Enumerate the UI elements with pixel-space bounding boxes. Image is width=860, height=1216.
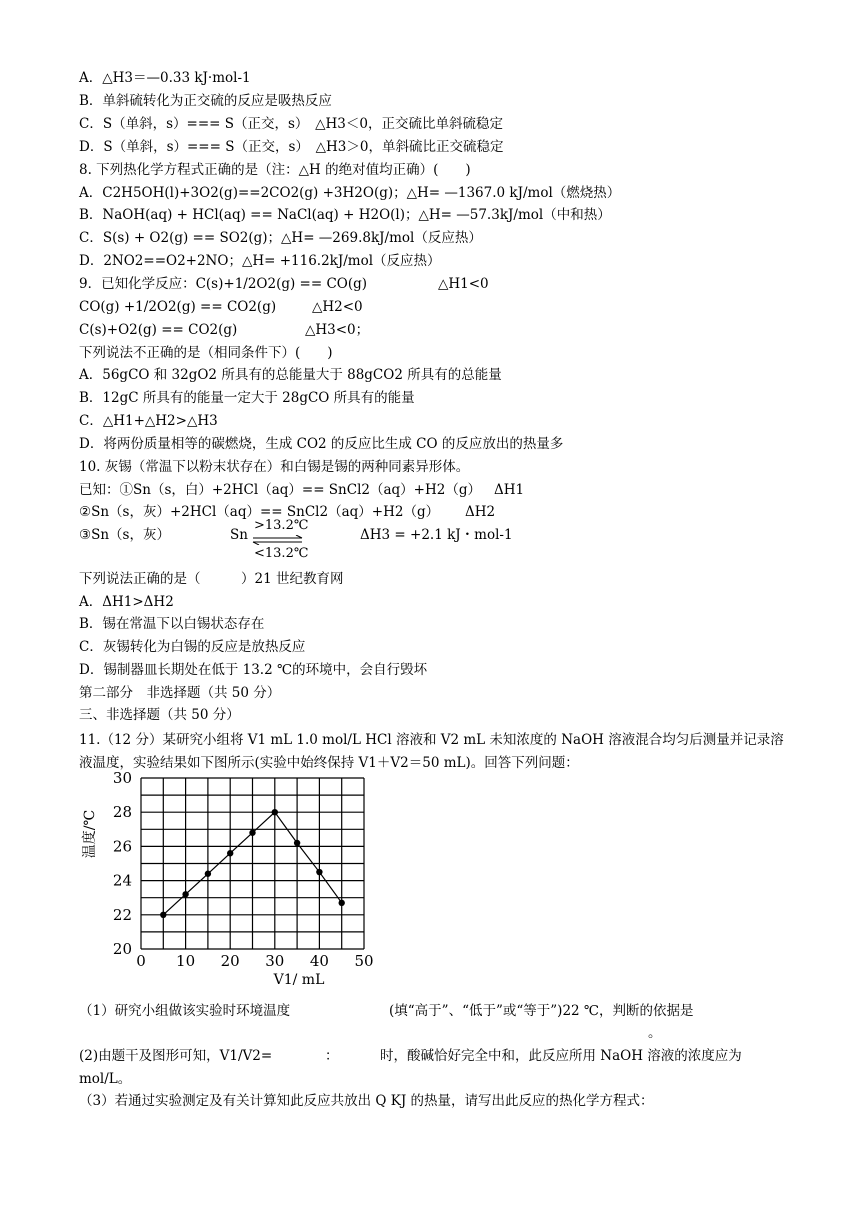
q7-option-d: D．S（单斜，s）=== S（正交，s） △H3＞0，单斜硫比正交硫稳定 <box>79 139 504 155</box>
y-tick-label: 20 <box>112 940 132 958</box>
q10-option-b: B．锡在常温下以白锡状态存在 <box>79 616 265 632</box>
q8-option-b: B．NaOH(aq) + HCl(aq) == NaCl(aq) + H2O(l)；△H= —57.3kJ/mol（中和热） <box>79 207 611 223</box>
data-point <box>205 871 211 877</box>
x-tick-label: 30 <box>265 952 285 970</box>
q11-part2: (2)由题干及图形可知，V1/V2= <box>79 1048 273 1064</box>
q7-option-a: A．△H3＝—0.33 kJ·mol-1 <box>79 70 251 86</box>
q10-stem: 10. 灰锡（常温下以粉末状存在）和白锡是锡的两种同素异形体。 <box>79 459 470 475</box>
q11-stem: 11.（12 分）某研究小组将 V1 mL 1.0 mol/L HCl 溶液和 V2 mL 未知浓度的 NaOH 溶液混合均匀后测量并记录溶液温度，实验结果如下图所示(实验中始终保持 V1＋V2＝50 mL)。回答下列问题： <box>79 732 784 771</box>
section-three-heading: 三、非选择题（共 50 分） <box>79 707 240 723</box>
data-point <box>294 840 300 846</box>
y-tick-label: 22 <box>112 905 132 924</box>
q10-option-d: D．锡制器皿长期处在低于 13.2 ℃的环境中，会自行毁坏 <box>79 662 428 678</box>
q10-condition-below: <13.2℃ <box>254 546 309 561</box>
q10-dh1: ΔH1 <box>494 482 525 498</box>
q10-condition-above: >13.2℃ <box>254 518 309 533</box>
data-point <box>182 891 188 897</box>
q11-part2-colon: ： <box>325 1048 339 1064</box>
x-tick-label: 40 <box>309 952 329 970</box>
y-tick-label: 26 <box>112 837 132 856</box>
q9-reaction-2: CO(g) +1/2O2(g) == CO2(g) <box>79 299 277 315</box>
q10-reaction-2: ②Sn（s，灰）+2HCl（aq）== SnCl2（aq）+H2（g） <box>79 504 440 520</box>
q10-sn-product: Sn <box>230 527 248 543</box>
q7-option-b: B．单斜硫转化为正交硫的反应是吸热反应 <box>79 93 332 109</box>
data-point <box>339 900 345 906</box>
data-point <box>227 850 233 856</box>
y-tick-label: 24 <box>112 871 132 890</box>
data-point <box>249 830 255 836</box>
x-tick-label: 20 <box>220 952 240 970</box>
x-axis-label: V1/ mL <box>273 972 325 988</box>
q9-reaction-3: C(s)+O2(g) == CO2(g) <box>79 322 238 338</box>
q9-dh2: △H2<0 <box>312 299 363 315</box>
q10-question: 下列说法正确的是（ ）21 世纪教育网 <box>79 571 344 587</box>
x-tick-label: 0 <box>136 952 146 970</box>
data-point <box>316 869 322 875</box>
q11-part1-fill: (填“高于”、“低于”或“等于”)22 ℃，判断的依据是 <box>389 1003 694 1019</box>
q9-option-c: C．△H1+△H2>△H3 <box>79 413 218 429</box>
x-tick-label: 50 <box>354 952 374 970</box>
q10-option-c: C．灰锡转化为白锡的反应是放热反应 <box>79 639 306 655</box>
q10-reaction-3: ③Sn（s，灰） <box>79 527 170 543</box>
q9-reaction-1: 9．已知化学反应：C(s)+1/2O2(g) == CO(g) <box>79 276 368 292</box>
q9-option-b: B．12gC 所具有的能量一定大于 28gCO 所具有的能量 <box>79 390 415 406</box>
q8-option-d: D．2NO2==O2+2NO；△H= +116.2kJ/mol（反应热） <box>79 253 441 269</box>
q10-option-a: A．ΔH1>ΔH2 <box>79 594 174 610</box>
q9-dh3: △H3<0； <box>305 322 370 338</box>
q8-option-a: A．C2H5OH(l)+3O2(g)==2CO2(g) +3H2O(g)；△H= —1367.0 kJ/mol（燃烧热） <box>79 185 621 201</box>
q11-part2-unit: mol/L。 <box>79 1071 132 1087</box>
temperature-chart <box>80 768 380 990</box>
chart-ticks <box>113 769 374 970</box>
q9-option-a: A．56gCO 和 32gO2 所具有的总能量大于 88gCO2 所具有的总能量 <box>79 367 502 383</box>
part-two-heading: 第二部分 非选择题（共 50 分） <box>79 685 281 701</box>
q7-option-c: C．S（单斜，s）=== S（正交，s） △H3＜0，正交硫比单斜硫稳定 <box>79 116 503 132</box>
chart-grid <box>141 778 364 949</box>
q10-reaction-1: 已知：①Sn（s，白）+2HCl（aq）== SnCl2（aq）+H2（g） <box>79 482 481 498</box>
q9-stem: 下列说法不正确的是（相同条件下）( ) <box>79 345 333 361</box>
q8-stem: 8. 下列热化学方程式正确的是（注：△H 的绝对值均正确）( ) <box>79 162 471 178</box>
data-point <box>272 809 278 815</box>
q10-dh3: ΔH3 = +2.1 kJ・mol-1 <box>360 527 513 543</box>
y-tick-label: 28 <box>112 803 132 822</box>
y-tick-label: 30 <box>112 769 132 787</box>
q11-part3: （3）若通过实验测定及有关计算知此反应共放出 Q KJ 的热量，请写出此反应的热化学方程式： <box>79 1093 654 1109</box>
y-axis-label: 温度/℃ <box>82 809 98 859</box>
q11-part2-rest: 时，酸碱恰好完全中和，此反应所用 NaOH 溶液的浓度应为 <box>380 1048 742 1064</box>
x-tick-label: 10 <box>176 952 196 970</box>
q9-dh1: △H1<0 <box>438 276 489 292</box>
equilibrium-arrow <box>252 535 304 545</box>
q11-part1: （1）研究小组做该实验时环境温度 <box>79 1003 291 1019</box>
data-point <box>160 912 166 918</box>
q9-option-d: D．将两份质量相等的碳燃烧，生成 CO2 的反应比生成 CO 的反应放出的热量多 <box>79 436 564 452</box>
q8-option-c: C．S(s) + O2(g) == SO2(g)；△H= —269.8kJ/mol（反应热） <box>79 230 482 246</box>
q10-dh2: ΔH2 <box>465 504 496 520</box>
q11-part1-end: 。 <box>648 1025 662 1041</box>
